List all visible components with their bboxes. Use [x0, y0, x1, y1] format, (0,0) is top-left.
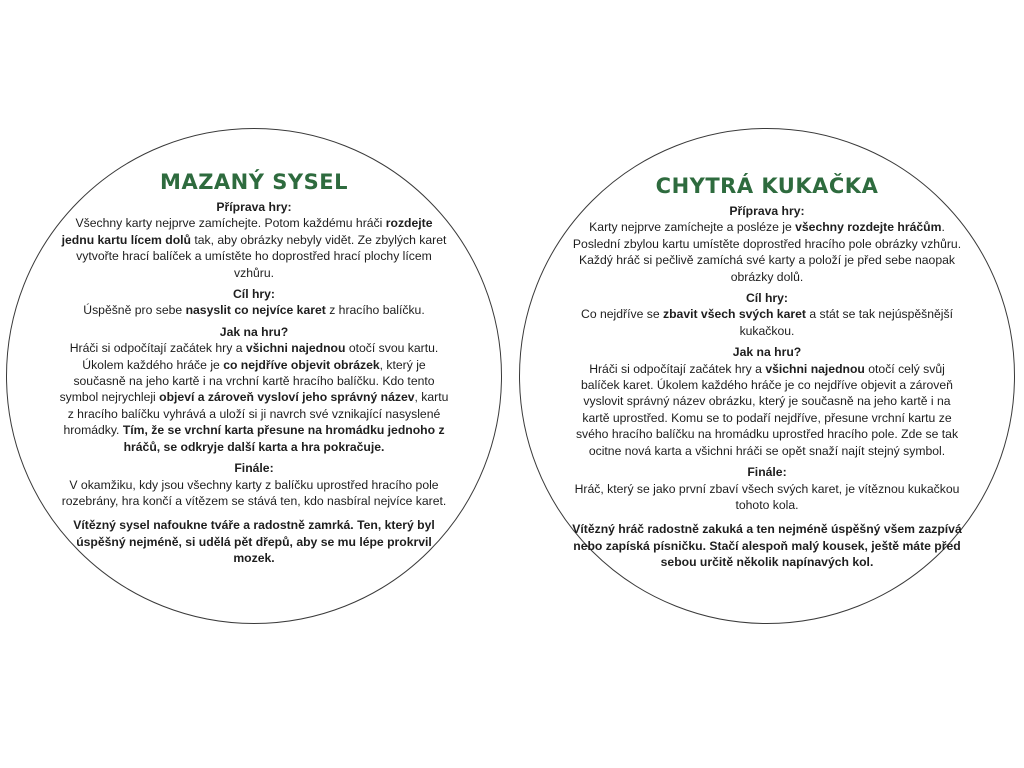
- section-goal: [572, 290, 962, 339]
- section-text: Co nejdříve se zbavit všech svých karet a stát se tak nejúspěšnější kukačkou.: [581, 307, 953, 338]
- section-heading: Finále:: [747, 465, 787, 480]
- section-heading: Jak na hru?: [732, 345, 802, 360]
- section-preparation: [59, 199, 449, 281]
- section-heading: Cíl hry:: [233, 287, 275, 302]
- section-text: Úspěšně pro sebe nasyslit co nejvíce karet z hracího balíčku.: [83, 303, 425, 318]
- section-text: Hráč, který se jako první zbaví všech svých karet, je vítěznou kukačkou tohoto kola.: [574, 481, 960, 512]
- card-title: CHYTRÁ KUKAČKA: [655, 174, 879, 198]
- section-goal: [59, 286, 449, 319]
- section-preparation: [572, 203, 962, 285]
- section-text: Karty nejprve zamíchejte a posléze je všechny rozdejte hráčům. Poslední zbylou kartu umístěte doprostřed hracího pole obrázky vzhůru. Každý hráč si pečlivě zamíchá své karty a položí je před sebe naopak obrázky dolů.: [572, 220, 962, 284]
- section-text: Všechny karty nejprve zamíchejte. Potom každému hráči rozdejte jednu kartu lícem dolů tak, aby obrázky nebyly vidět. Ze zbylých karet vytvořte hrací balíček a umístěte ho doprostřed hrací plochy lícem vzhůru.: [61, 216, 447, 280]
- finale-closing-text: Vítězný sysel nafoukne tváře a radostně zamrká. Ten, který byl úspěšný nejméně, si udělá pět dřepů, aby se mu lépe prokrvil mozek.: [73, 518, 435, 566]
- rules-card-content: [59, 169, 449, 572]
- section-text: V okamžiku, kdy jsou všechny karty z balíčku uprostřed hracího pole rozebrány, hra končí a vítězem se stává ten, kdo nasbíral nejvíce karet.: [61, 477, 447, 508]
- section-howto: [572, 344, 962, 459]
- finale-closing-text: Vítězný hráč radostně zakuká a ten nejméně úspěšný všem zazpívá nebo zapíská písničku. Stačí alespoň malý kousek, ještě máte před sebou určitě několik napínavých kol.: [572, 522, 962, 570]
- section-finale: [572, 464, 962, 570]
- section-heading: Příprava hry:: [729, 204, 805, 218]
- section-finale: [59, 460, 449, 566]
- rules-card-content: [572, 173, 962, 576]
- section-text: Hráči si odpočítají začátek hry a všichni najednou otočí celý svůj balíček karet. Úkolem každého hráče je co nejdříve objevit a zároveň vyslovit správný název obrázku, který je současně na jeho kartě i na kartě uprostřed. Komu se to podaří nejdříve, přesune vrchní kartu ze svého hracího balíčku na hromádku uprostřed hracího pole. Zde se tak ocitne nová karta a všichni hráči se opět snaží najít stejný symbol.: [575, 361, 959, 458]
- section-heading: Jak na hru?: [219, 324, 289, 339]
- rules-card-mazany-sysel: [6, 128, 502, 624]
- card-title: MAZANÝ SYSEL: [160, 170, 348, 194]
- section-heading: Příprava hry:: [216, 200, 292, 214]
- section-howto: [59, 324, 449, 455]
- section-heading: Finále:: [234, 461, 274, 476]
- rules-card-chytra-kukacka: [519, 128, 1015, 624]
- section-text: Hráči si odpočítají začátek hry a všichni najednou otočí svou kartu. Úkolem každého hráče je co nejdříve objevit obrázek, který je současně na jeho kartě i na vrchní kartě hracího balíčku. Kdo tento symbol nejrychleji objeví a zároveň vysloví jeho správný název, kartu z hracího balíčku vyhrává a uloží si ji navrch své vznikající nasyslené hromádky. Tím, že se vrchní karta přesune na hromádku jednoho z hráčů, se odkryje další karta a hra pokračuje.: [59, 341, 449, 454]
- section-heading: Cíl hry:: [746, 291, 788, 306]
